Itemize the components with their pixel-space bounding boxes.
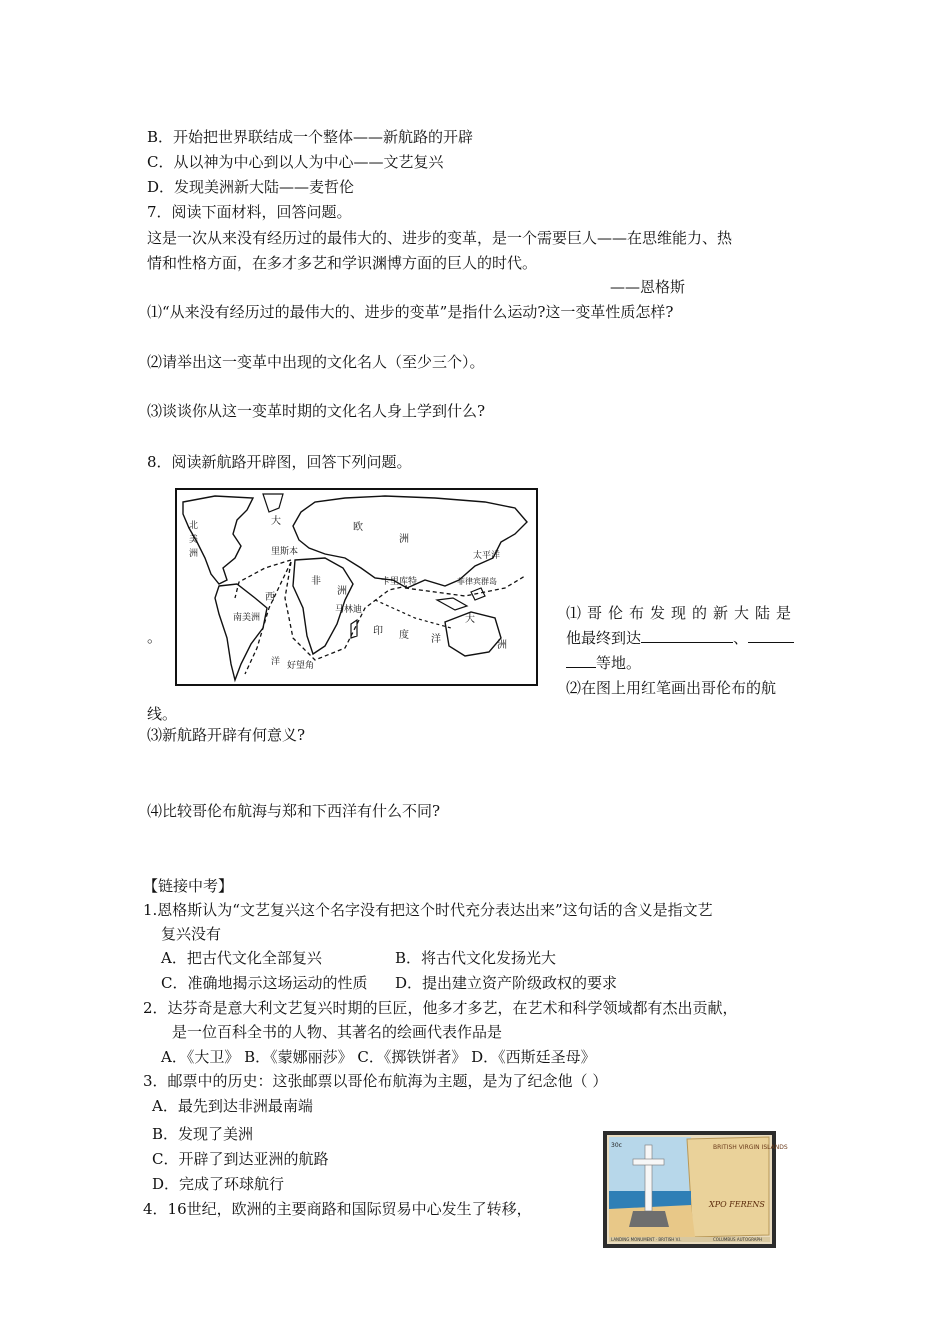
link-q1-line1: 1.恩格斯认为“文艺复兴这个名字没有把这个时代充分表达出来”这句话的含义是指文艺	[143, 901, 713, 919]
link-q3-option-d: D．完成了环球航行	[152, 1175, 285, 1193]
map-label-pacific: 太平洋	[473, 551, 501, 561]
stamp-country: BRITISH VIRGIN ISLANDS	[713, 1144, 788, 1151]
link-q4-line1: 4．16世纪，欧洲的主要商路和国际贸易中心发生了转移，	[143, 1200, 532, 1218]
map-label-yang: 洋	[431, 634, 441, 645]
link-q1-option-c: C．准确地揭示这场运动的性质	[161, 974, 368, 992]
stamp-caption-left: LANDING MONUMENT · BRITISH V.I.	[611, 1237, 682, 1242]
link-q3-line1: 3．邮票中的历史：这张邮票以哥伦布航海为主题，是为了纪念他（ ）	[143, 1072, 608, 1090]
q8-sub3: ⑶新航路开辟有何意义?	[147, 726, 306, 744]
option-c: C．从以神为中心到以人为中心——文艺复兴	[147, 153, 444, 171]
map-label-cape: 好望角	[287, 661, 315, 671]
map-label-calicut: 卡里库特	[381, 577, 418, 587]
link-q3-option-a: A．最先到达非洲最南端	[152, 1097, 313, 1115]
q7-sub1: ⑴“从来没有经历过的最伟大的、进步的变革”是指什么运动?这一变革性质怎样?	[147, 303, 674, 321]
stamp-value: 30c	[611, 1142, 622, 1149]
answer-blank-2a[interactable]	[748, 628, 794, 643]
map-label-yang2: 洋	[271, 657, 281, 667]
link-q1-option-a: A．把古代文化全部复兴	[161, 949, 322, 967]
q8-dot: 。	[147, 628, 163, 646]
world-map-svg	[175, 488, 540, 688]
link-q2-line2: 是一位百科全书的人物、其著名的绘画代表作品是	[172, 1023, 503, 1041]
map-label-zhou2: 洲	[399, 534, 409, 545]
map-label-zhou3: 洲	[337, 586, 347, 597]
link-q2-options: A．《大卫》 B．《蒙娜丽莎》 C．《掷铁饼者》 D．《西斯廷圣母》	[161, 1048, 596, 1066]
new-routes-map	[175, 488, 540, 688]
answer-blank-2b[interactable]	[566, 653, 596, 668]
q7-source: ——恩格斯	[610, 278, 686, 296]
map-label-zhou1: 洲	[189, 549, 199, 559]
link-q2-line1: 2．达芬奇是意大利文艺复兴时期的巨匠，他多才多艺，在艺术和科学领域都有杰出贡献，	[143, 999, 738, 1017]
q8-sub4: ⑷比较哥伦布航海与郑和下西洋有什么不同?	[147, 802, 441, 820]
link-q3-option-c: C．开辟了到达亚洲的航路	[152, 1150, 329, 1168]
answer-blank-1[interactable]	[641, 628, 733, 643]
stamp-signature: XPO FERENS	[709, 1200, 765, 1209]
q8-title: 8．阅读新航路开辟图，回答下列问题。	[147, 453, 412, 471]
map-label-da: 大	[271, 516, 281, 527]
map-label-mei: 美	[189, 535, 199, 545]
link-header: 【链接中考】	[143, 877, 234, 895]
map-label-da2: 大	[465, 614, 475, 625]
q8-sub2-line2: 线。	[147, 705, 178, 723]
q8-sub1-lead: 他最终到达	[566, 629, 642, 647]
q8-sub2-line1: ⑵在图上用红笔画出哥伦布的航	[566, 679, 777, 697]
map-label-du: 度	[399, 630, 409, 641]
option-b: B．开始把世界联结成一个整体——新航路的开辟	[147, 128, 474, 146]
map-label-ou: 欧	[353, 522, 363, 533]
q7-material-line1: 这是一次从来没有经历过的最伟大的、进步的变革，是一个需要巨人——在思维能力、热	[147, 229, 733, 247]
columbus-stamp	[603, 1131, 788, 1248]
stamp-svg	[603, 1131, 788, 1248]
q8-sub1-end: 等地。	[596, 654, 642, 672]
q7-sub2: ⑵请举出这一变革中出现的文化名人（至少三个）。	[147, 353, 485, 371]
stamp-caption-right: COLUMBUS AUTOGRAPH	[713, 1237, 762, 1242]
map-label-xi: 西	[265, 592, 275, 603]
map-label-philippines: 菲律宾群岛	[457, 577, 497, 586]
map-label-bei: 北	[189, 521, 199, 531]
link-q3-option-b: B．发现了美洲	[152, 1125, 254, 1143]
link-q1-line2: 复兴没有	[161, 925, 222, 943]
q8-sub1-sep: 、	[733, 629, 749, 647]
map-label-fei: 非	[311, 576, 321, 587]
link-q1-option-b: B．将古代文化发扬光大	[395, 949, 557, 967]
map-label-lisbon: 里斯本	[271, 547, 299, 557]
map-label-yin: 印	[373, 626, 383, 637]
q8-sub1-line3	[566, 651, 808, 676]
q7-title: 7．阅读下面材料，回答问题。	[147, 203, 352, 221]
q8-sub1-block	[566, 601, 808, 701]
q7-sub3: ⑶谈谈你从这一变革时期的文化名人身上学到什么?	[147, 402, 486, 420]
map-label-malindi: 马林迪	[335, 605, 363, 615]
q8-sub1-line2	[566, 626, 808, 651]
q7-material-line2: 情和性格方面，在多才多艺和学识渊博方面的巨人的时代。	[147, 254, 538, 272]
q8-sub1-line1: ⑴哥伦布发现的新大陆是	[566, 604, 798, 622]
link-q1-option-d: D．提出建立资产阶级政权的要求	[395, 974, 618, 992]
map-label-south-america: 南美洲	[233, 613, 261, 623]
map-label-zhou4: 洲	[497, 640, 507, 651]
option-d: D．发现美洲新大陆——麦哲伦	[147, 178, 355, 196]
